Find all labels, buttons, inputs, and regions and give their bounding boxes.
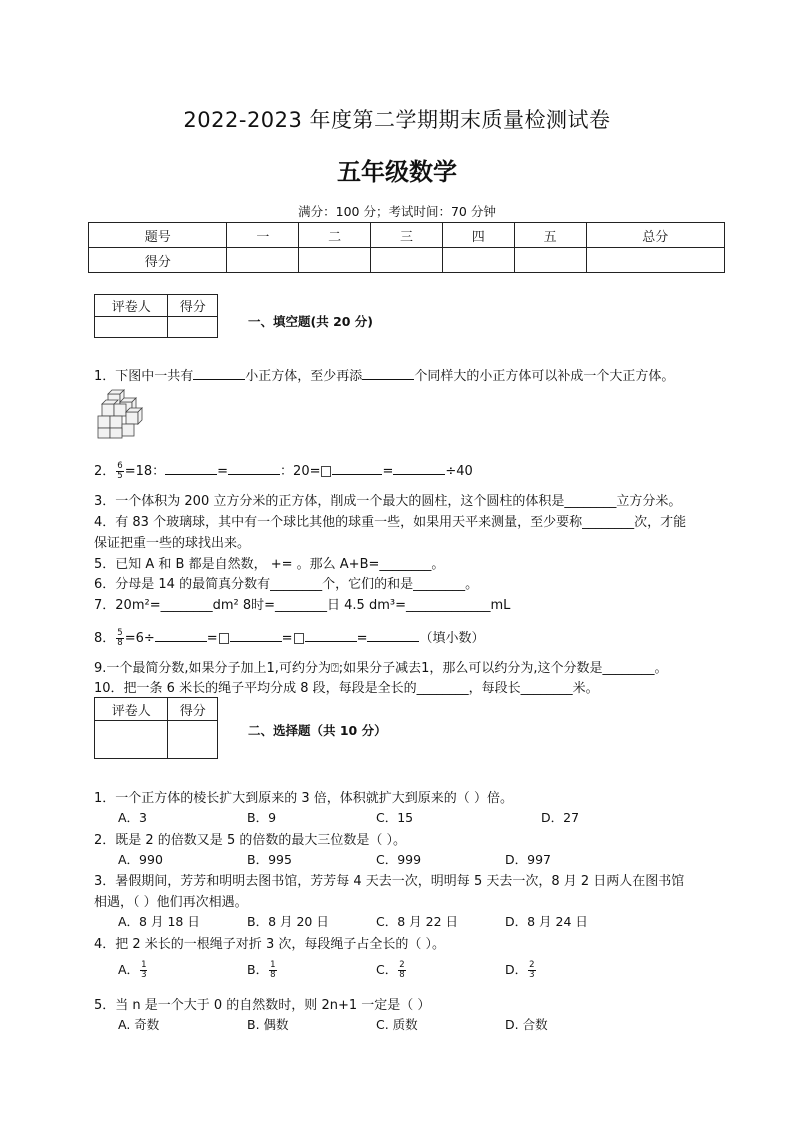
choice-question-1: 1．一个正方体的棱长扩大到原来的 3 倍，体积就扩大到原来的（ ）倍。 (94, 791, 513, 806)
grader-box-1 (94, 294, 218, 338)
grader-input-cell[interactable] (95, 317, 168, 338)
question-8: 8． $\frac{5}{8}$ =6÷ = = = （填小数） (94, 628, 485, 648)
choice-option[interactable]: B．995 (247, 852, 292, 867)
answer-blank[interactable] (155, 629, 207, 642)
question-5: 5．已知 A 和 B 都是自然数， += 。那么 A+B=________。 (94, 557, 445, 572)
grader-input-cell[interactable] (168, 721, 218, 759)
choice-option[interactable]: B．9 (247, 810, 277, 825)
choice-option[interactable]: B．8 月 20 日 (247, 914, 329, 929)
choice-option[interactable]: C．8 月 22 日 (376, 914, 459, 929)
score-input-cell[interactable] (227, 248, 299, 273)
grader-input-cell[interactable] (95, 721, 168, 759)
score-cell: 总分 (586, 223, 725, 248)
score-cell: 一 (227, 223, 299, 248)
answer-blank[interactable] (362, 367, 414, 380)
choice-option[interactable]: D． $\frac{2}{3}$ (505, 960, 535, 980)
grader-label: 得分 (168, 698, 218, 721)
choice-option[interactable]: C．15 (376, 810, 414, 825)
answer-blank[interactable] (230, 629, 282, 642)
choice-option[interactable]: B． $\frac{1}{8}$ (247, 960, 276, 980)
choice-question-3-line-1: 3．暑假期间，芳芳和明明去图书馆，芳芳每 4 天去一次，明明每 5 天去一次，8 月 2 日两人在图书馆 (94, 874, 685, 889)
choice-option[interactable]: D．27 (541, 810, 580, 825)
choice-question-2: 2．既是 2 的倍数又是 5 的倍数的最大三位数是（ ）。 (94, 833, 406, 848)
choice-option[interactable]: A．3 (118, 810, 148, 825)
choice-question-3-line-2: 相遇，（ ）他们再次相遇。 (94, 895, 248, 910)
answer-blank[interactable] (165, 462, 217, 475)
answer-blank[interactable] (305, 629, 357, 642)
grader-box-2 (94, 697, 218, 759)
score-cell: 五 (514, 223, 586, 248)
grader-label: 评卷人 (95, 698, 168, 721)
choice-question-4: 4．把 2 米长的一根绳子对折 3 次，每段绳子占全长的（ ）。 (94, 937, 445, 952)
score-cell: 四 (442, 223, 514, 248)
fraction: $\frac{6}{5}$ (117, 461, 123, 481)
answer-blank[interactable] (393, 462, 445, 475)
section-1-title: 一、填空题(共 20 分) (248, 314, 374, 329)
answer-blank[interactable] (193, 367, 245, 380)
choice-option[interactable]: B. 偶数 (247, 1017, 289, 1032)
choice-option[interactable]: D．997 (505, 852, 551, 867)
score-input-cell[interactable] (299, 248, 371, 273)
score-input-cell[interactable] (442, 248, 514, 273)
fraction: $\frac{5}{8}$ (117, 628, 123, 648)
score-cell: 三 (371, 223, 443, 248)
answer-blank[interactable] (367, 629, 419, 642)
missing-glyph-icon (321, 466, 331, 477)
fraction: $\frac{2}{3}$ (529, 960, 535, 980)
grader-label: 评卷人 (95, 295, 168, 317)
question-1: 1．下图中一共有 小正方体，至少再添 个同样大的小正方体可以补成一个大正方体。 (94, 369, 675, 384)
missing-glyph-icon (294, 633, 304, 644)
grader-label: 得分 (168, 295, 218, 317)
fraction: $\frac{1}{3}$ (141, 960, 147, 980)
section-2-title: 二、选择题（共 10 分） (248, 723, 387, 738)
score-cell: 题号 (89, 223, 227, 248)
answer-blank[interactable] (332, 462, 382, 475)
score-table (88, 222, 725, 273)
question-4-line-1: 4．有 83 个玻璃球，其中有一个球比其他的球重一些，如果用天平来测量，至少要称________次，才能 (94, 515, 687, 530)
score-cell: 得分 (89, 248, 227, 273)
choice-option[interactable]: A． $\frac{1}{3}$ (118, 960, 147, 980)
question-9: 9.一个最简分数,如果分子加上1,可约分为⍰;如果分子减去1，那么可以约分为,这个分数是________。 (94, 661, 668, 676)
exam-title: 2022-2023 年度第二学期期末质量检测试卷 (183, 108, 611, 132)
question-7: 7．20m²=________dm² 8时=________日 4.5 dm³=_____________mL (94, 598, 511, 613)
choice-option[interactable]: A．8 月 18 日 (118, 914, 200, 929)
choice-option[interactable]: D. 合数 (505, 1017, 548, 1032)
question-6: 6．分母是 14 的最简真分数有________个，它们的和是________。 (94, 577, 479, 592)
question-3: 3．一个体积为 200 立方分米的正方体，削成一个最大的圆柱，这个圆柱的体积是________立方分米。 (94, 494, 682, 509)
choice-question-5: 5．当 n 是一个大于 0 的自然数时，则 2n+1 一定是（ ） (94, 998, 431, 1013)
cubes-figure (96, 388, 150, 440)
score-input-cell[interactable] (371, 248, 443, 273)
choice-option[interactable]: D．8 月 24 日 (505, 914, 588, 929)
score-input-cell[interactable] (586, 248, 725, 273)
fraction: $\frac{1}{8}$ (270, 960, 276, 980)
choice-option[interactable]: C． $\frac{2}{8}$ (376, 960, 405, 980)
question-2: 2． $\frac{6}{5}$ =18： = ：20= = ÷40 (94, 461, 473, 481)
grader-input-cell[interactable] (168, 317, 218, 338)
answer-blank[interactable] (228, 462, 280, 475)
choice-option[interactable]: C．999 (376, 852, 422, 867)
choice-option[interactable]: C. 质数 (376, 1017, 418, 1032)
choice-option[interactable]: A. 奇数 (118, 1017, 160, 1032)
question-4-line-2: 保证把重一些的球找出来。 (94, 536, 251, 551)
missing-glyph-icon (219, 633, 229, 644)
exam-meta: 满分：100 分；考试时间：70 分钟 (298, 204, 496, 219)
score-table-score-row (89, 248, 725, 273)
question-10: 10．把一条 6 米长的绳子平均分成 8 段，每段是全长的________，每段长________米。 (94, 681, 599, 696)
score-table-header-row (89, 223, 725, 248)
score-cell: 二 (299, 223, 371, 248)
exam-subject: 五年级数学 (337, 158, 457, 186)
score-input-cell[interactable] (514, 248, 586, 273)
fraction: $\frac{2}{8}$ (399, 960, 405, 980)
choice-option[interactable]: A．990 (118, 852, 163, 867)
